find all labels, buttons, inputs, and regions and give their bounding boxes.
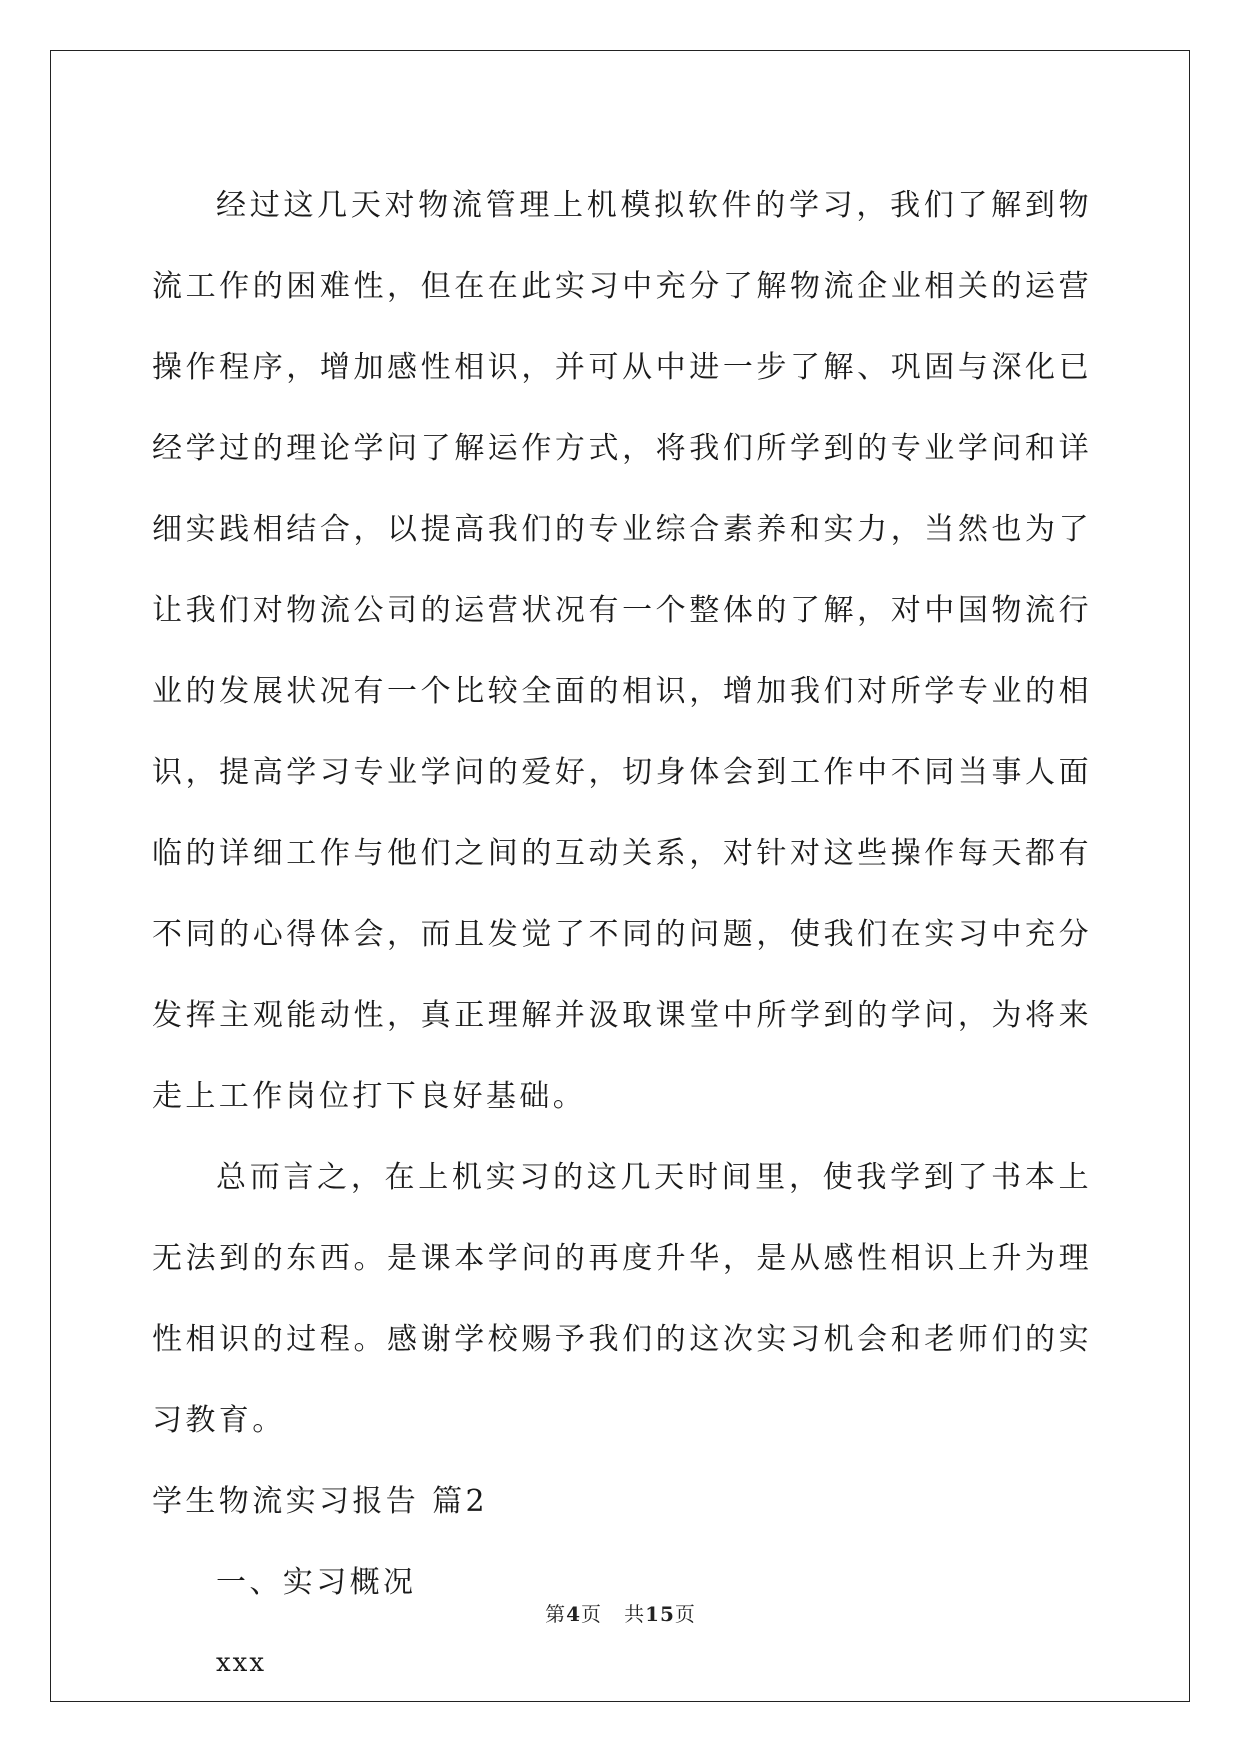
footer-middle: 页 共: [581, 1602, 646, 1626]
document-body: [152, 165, 1092, 1704]
subsection-title: 一、实习概况: [216, 1565, 417, 1600]
paragraph-2: 总而言之，在上机实习的这几天时间里，使我学到了书本上无法到的东西。是课本学问的再度升华，是从感性相识上升为理性相识的过程。感谢学校赐予我们的这次实习机会和老师们的实习教育。: [152, 1160, 1092, 1438]
section-title: 学生物流实习报告 篇2: [152, 1484, 489, 1519]
paragraph-1: 经过这几天对物流管理上机模拟软件的学习，我们了解到物流工作的困难性，但在在此实习中充分了解物流企业相关的运营操作程序，增加感性相识，并可从中进一步了解、巩固与深化已经学过的理论学问了解运作方式，将我们所学到的专业学问和详细实践相结合，以提高我们的专业综合素养和实力，当然也为了让我们对物流公司的运营状况有一个整体的了解，对中国物流行业的发展状况有一个比较全面的相识，增加我们对所学专业的相识，提高学习专业学问的爱好，切身体会到工作中不同当事人面临的详细工作与他们之间的互动关系，对针对这些操作每天都有不同的心得体会，而且发觉了不同的问题，使我们在实习中充分发挥主观能动性，真正理解并汲取课堂中所学到的学问，为将来走上工作岗位打下良好基础。: [152, 188, 1092, 1114]
page-footer: [0, 1598, 1241, 1627]
footer-prefix: 第: [545, 1602, 567, 1626]
footer-total-pages: 15: [645, 1602, 675, 1626]
footer-page-number: 4: [566, 1602, 581, 1626]
footer-suffix: 页: [674, 1602, 696, 1626]
placeholder-text: xxx: [216, 1648, 266, 1678]
